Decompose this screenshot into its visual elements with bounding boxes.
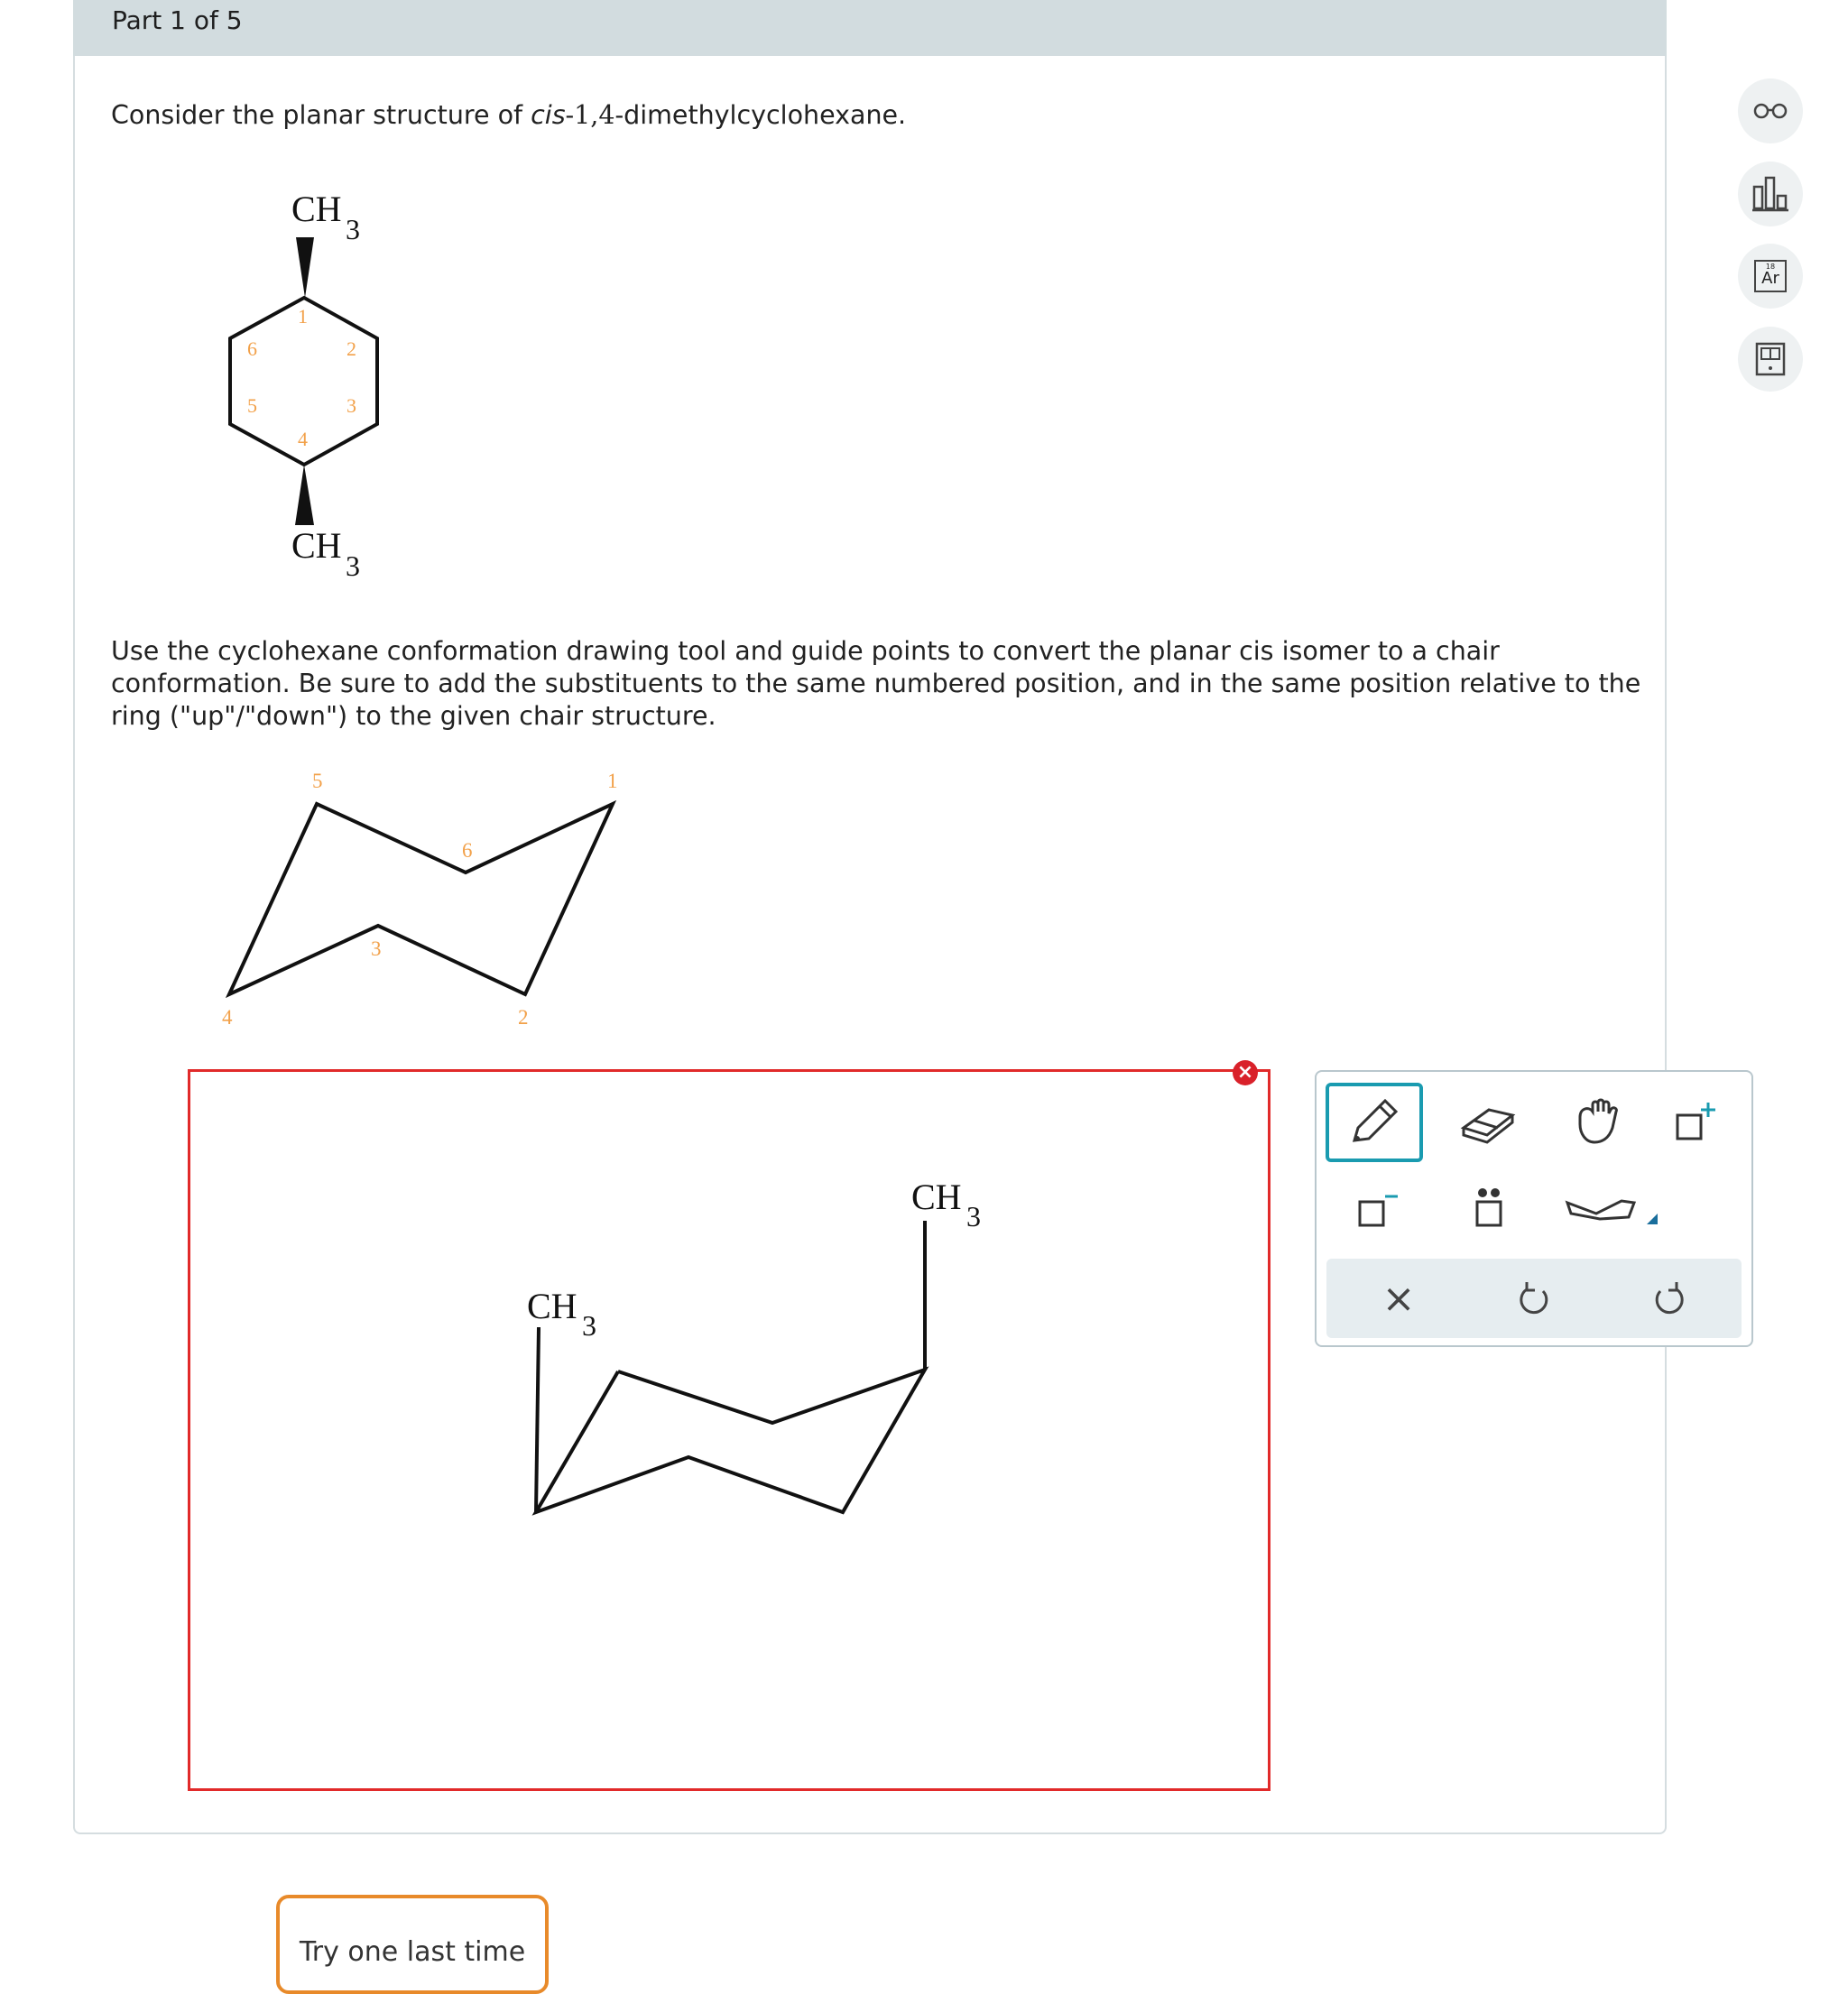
ref-pos-5: 5 xyxy=(312,770,323,792)
question-intro xyxy=(111,99,906,132)
explanation-button[interactable] xyxy=(1738,78,1803,143)
bottom-wedge-bond xyxy=(295,465,314,525)
try-again-button[interactable]: Try one last time xyxy=(276,1895,549,1994)
planar-structure xyxy=(208,176,406,600)
element-number: 18 xyxy=(1765,263,1776,271)
redo-icon xyxy=(1649,1279,1689,1318)
planar-pos-2: 2 xyxy=(346,337,356,360)
data-button[interactable] xyxy=(1738,162,1803,226)
ref-pos-2: 2 xyxy=(518,1006,529,1029)
drawing-toolbar xyxy=(1315,1070,1753,1347)
calculator-icon xyxy=(1754,341,1787,377)
lone-pair-icon xyxy=(1461,1182,1515,1236)
top-wedge-bond xyxy=(296,237,314,298)
drawn-chair xyxy=(190,1072,1268,1788)
periodic-table-button[interactable] xyxy=(1738,244,1803,309)
planar-pos-4: 4 xyxy=(298,428,308,450)
intro-prefix: Consider the planar structure of xyxy=(111,100,531,130)
glasses-icon xyxy=(1752,102,1788,120)
pencil-tool[interactable] xyxy=(1326,1083,1423,1162)
planar-pos-1: 1 xyxy=(298,305,308,328)
undo-button[interactable] xyxy=(1489,1262,1579,1334)
drawing-canvas[interactable] xyxy=(188,1069,1270,1791)
ref-pos-1: 1 xyxy=(607,770,618,792)
bar-chart-icon xyxy=(1751,176,1790,212)
part-label: Part 1 of 5 xyxy=(112,5,243,35)
eraser-tool[interactable] xyxy=(1443,1086,1533,1159)
lone-pair-tool[interactable] xyxy=(1443,1173,1533,1245)
eraser-icon xyxy=(1456,1095,1520,1149)
calculator-button[interactable] xyxy=(1738,327,1803,392)
bottom-ch-subscript: 3 xyxy=(346,549,360,582)
intro-numbers: -1,4- xyxy=(565,100,624,130)
part-header xyxy=(73,0,1667,56)
ref-pos-4: 4 xyxy=(222,1006,233,1029)
ring-template-tool[interactable] xyxy=(1553,1173,1670,1245)
redo-button[interactable] xyxy=(1624,1262,1714,1334)
move-tool[interactable] xyxy=(1553,1086,1643,1159)
top-ch-subscript: 3 xyxy=(346,213,360,245)
error-icon: × xyxy=(1233,1060,1258,1085)
pencil-icon xyxy=(1345,1094,1403,1151)
reference-chair-ring xyxy=(229,804,613,994)
drawn-ch-right: CH xyxy=(911,1177,962,1217)
planar-pos-5: 5 xyxy=(247,394,257,417)
chair-template-icon xyxy=(1553,1177,1670,1241)
bottom-ch-label: CH xyxy=(291,525,342,566)
close-icon: × xyxy=(1381,1275,1416,1322)
add-charge-icon xyxy=(1668,1095,1723,1149)
ref-pos-6: 6 xyxy=(462,839,473,862)
drawn-bond-left xyxy=(536,1327,539,1512)
remove-charge-tool[interactable] xyxy=(1333,1173,1423,1245)
toolbar-actions xyxy=(1326,1259,1742,1338)
undo-icon xyxy=(1514,1279,1554,1318)
drawn-ch-left-sub: 3 xyxy=(582,1309,596,1342)
element-symbol: Ar xyxy=(1761,269,1779,288)
intro-cis: cis xyxy=(531,100,566,130)
top-ch-label: CH xyxy=(291,189,342,229)
clear-button[interactable] xyxy=(1354,1262,1444,1334)
hand-icon xyxy=(1571,1095,1625,1149)
ref-pos-3: 3 xyxy=(371,937,382,960)
drawn-ch-right-sub: 3 xyxy=(966,1200,981,1232)
question-instructions: Use the cyclohexane conformation drawing tool and guide points to convert the planar cis isomer to a chair conformation. Be sure to add the substituents to the same numbered position, and in the same position relative to the ring ("up"/"down") to the given chair structure. xyxy=(111,636,1641,731)
intro-suffix: dimethylcyclohexane. xyxy=(624,100,907,130)
planar-pos-3: 3 xyxy=(346,394,356,417)
remove-charge-icon xyxy=(1351,1182,1405,1236)
reference-chair xyxy=(208,758,641,1056)
drawn-ch-left: CH xyxy=(527,1286,578,1326)
drawn-ring xyxy=(536,1370,925,1512)
add-charge-tool[interactable] xyxy=(1650,1086,1741,1159)
periodic-table-icon xyxy=(1754,260,1787,292)
planar-pos-6: 6 xyxy=(247,337,257,360)
